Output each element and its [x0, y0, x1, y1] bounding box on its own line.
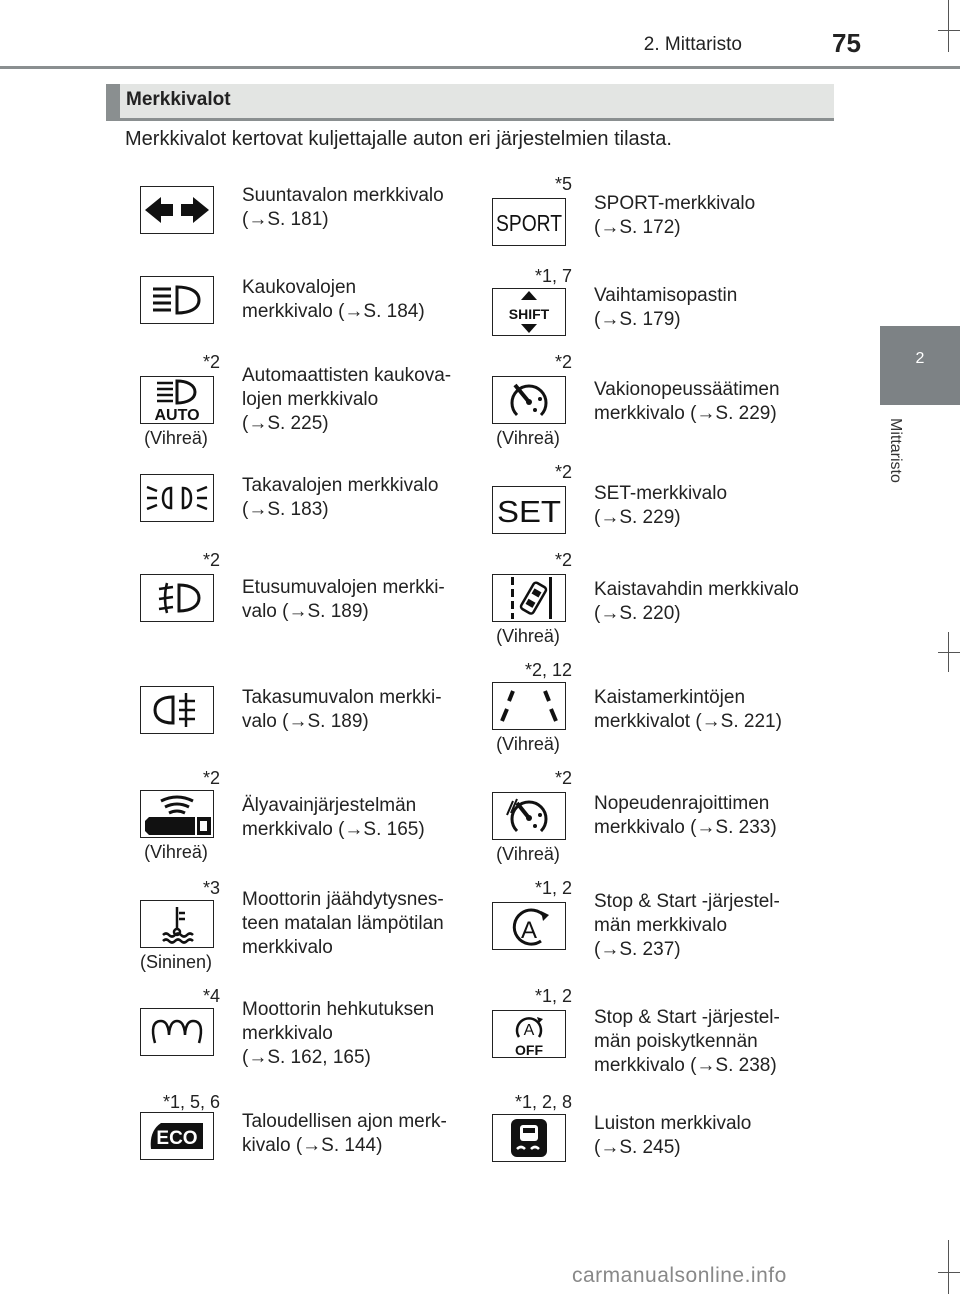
- indicator-description: Takavalojen merkkivalo (→S. 183): [242, 475, 439, 520]
- color-caption: (Vihreä): [144, 428, 208, 448]
- indicator-description: Stop & Start -järjestel- män merkkivalo (→S. 237): [594, 891, 780, 960]
- footnote-marker: *2: [202, 550, 220, 570]
- rear-fog-icon: [140, 686, 214, 734]
- footnote-marker: *2: [554, 462, 572, 482]
- lane-departure-icon: [492, 574, 566, 622]
- indicator-description: Stop & Start -järjestel- män poiskytkennän merkkivalo (→S. 238): [594, 1007, 780, 1076]
- indicator-description: SET-merkkivalo (→S. 229): [594, 483, 728, 528]
- auto-high-beam-icon: [140, 376, 214, 424]
- speed-limiter-icon: [492, 792, 566, 840]
- footnote-marker: *2: [202, 768, 220, 788]
- turn-signal-icon: [140, 186, 214, 234]
- header-divider: [0, 66, 960, 69]
- chapter-tab[interactable]: [880, 326, 960, 405]
- svg-text:SET: SET: [497, 494, 562, 529]
- svg-text:A: A: [520, 917, 538, 944]
- chapter-label: Mittaristo: [887, 418, 904, 483]
- crop-mark: [938, 1272, 960, 1273]
- footnote-marker: *4: [202, 986, 220, 1006]
- indicator-description: Automaattisten kaukova- lojen merkkivalo (→S. 225): [242, 365, 452, 434]
- low-coolant-temp-icon: [140, 900, 214, 948]
- cruise-control-icon: [492, 376, 566, 424]
- page-number: 75: [832, 28, 861, 58]
- indicator-description: Vaihtamisopastin (→S. 179): [594, 285, 738, 330]
- front-fog-icon: [140, 574, 214, 622]
- svg-text:SPORT: SPORT: [496, 210, 562, 236]
- footnote-marker: *1, 2, 8: [514, 1092, 572, 1112]
- indicator-description: Kaistavahdin merkkivalo (→S. 220): [594, 579, 799, 624]
- footnote-marker: *2: [202, 352, 220, 372]
- svg-text:AUTO: AUTO: [154, 407, 200, 424]
- footnote-marker: *2: [554, 768, 572, 788]
- glow-plug-icon: [140, 1008, 214, 1056]
- indicator-description: Luiston merkkivalo (→S. 245): [594, 1113, 752, 1158]
- tail-light-icon: [140, 474, 214, 522]
- crop-mark: [938, 30, 960, 31]
- footnote-marker: *1, 2: [534, 878, 572, 898]
- svg-text:A: A: [523, 1022, 535, 1039]
- intro-text: Merkkivalot kertovat kuljettajalle auton eri järjestelmien tilasta.: [125, 128, 672, 150]
- footnote-marker: *5: [554, 174, 572, 194]
- stop-start-off-icon: [492, 1010, 566, 1058]
- indicator-description: Nopeudenrajoittimen merkkivalo (→S. 233): [594, 793, 777, 838]
- watermark-footer: carmanualsonline.info: [572, 1264, 787, 1287]
- color-caption: (Vihreä): [144, 842, 208, 862]
- crop-mark: [938, 652, 960, 653]
- stop-start-icon: [492, 902, 566, 950]
- indicator-description: Suuntavalon merkkivalo (→S. 181): [242, 185, 444, 230]
- heading-accent-bar: [106, 84, 120, 118]
- eco-icon: [140, 1112, 214, 1160]
- indicator-description: Vakionopeussäätimen merkkivalo (→S. 229): [594, 379, 780, 424]
- color-caption: (Sininen): [139, 952, 213, 972]
- section-heading-box: [106, 84, 834, 121]
- chapter-number: 2: [915, 350, 925, 367]
- smart-key-icon: [140, 790, 214, 838]
- high-beam-icon: [140, 276, 214, 324]
- section-heading: Merkkivalot: [126, 89, 231, 110]
- indicator-description: Kaukovalojen merkkivalo (→S. 184): [242, 277, 425, 322]
- indicator-description: Takasumuvalon merkki- valo (→S. 189): [242, 687, 442, 732]
- footnote-marker: *1, 5, 6: [162, 1092, 220, 1112]
- color-caption: (Vihreä): [496, 428, 560, 448]
- svg-text:ECO: ECO: [156, 1128, 198, 1149]
- footnote-marker: *3: [202, 878, 220, 898]
- crop-mark: [948, 0, 949, 52]
- set-icon: [492, 486, 566, 534]
- color-caption: (Vihreä): [496, 844, 560, 864]
- crop-mark: [948, 1240, 949, 1294]
- shift-icon: [492, 288, 566, 336]
- footnote-marker: *2, 12: [524, 660, 572, 680]
- color-caption: (Vihreä): [496, 626, 560, 646]
- slip-icon: [492, 1114, 566, 1162]
- footnote-marker: *1, 7: [534, 266, 572, 286]
- svg-text:SHIFT: SHIFT: [508, 306, 550, 322]
- svg-text:OFF: OFF: [515, 1042, 543, 1058]
- indicator-description: Moottorin jäähdytysnes- teen matalan lämpötilan merkkivalo: [242, 889, 444, 958]
- lane-markings-icon: [492, 682, 566, 730]
- indicator-description: Taloudellisen ajon merk- kivalo (→S. 144): [242, 1111, 447, 1156]
- footnote-marker: *1, 2: [534, 986, 572, 1006]
- indicator-description: SPORT-merkkivalo (→S. 172): [594, 193, 756, 238]
- indicator-description: Moottorin hehkutuksen merkkivalo (→S. 162, 165): [242, 999, 435, 1068]
- indicator-description: Älyavainjärjestelmän merkkivalo (→S. 165): [242, 795, 425, 840]
- footnote-marker: *2: [554, 550, 572, 570]
- indicator-description: Kaistamerkintöjen merkkivalot (→S. 221): [594, 687, 782, 732]
- sport-icon: [492, 198, 566, 246]
- color-caption: (Vihreä): [496, 734, 560, 754]
- footnote-marker: *2: [554, 352, 572, 372]
- indicator-description: Etusumuvalojen merkki- valo (→S. 189): [242, 577, 445, 622]
- section-title: 2. Mittaristo: [643, 34, 742, 55]
